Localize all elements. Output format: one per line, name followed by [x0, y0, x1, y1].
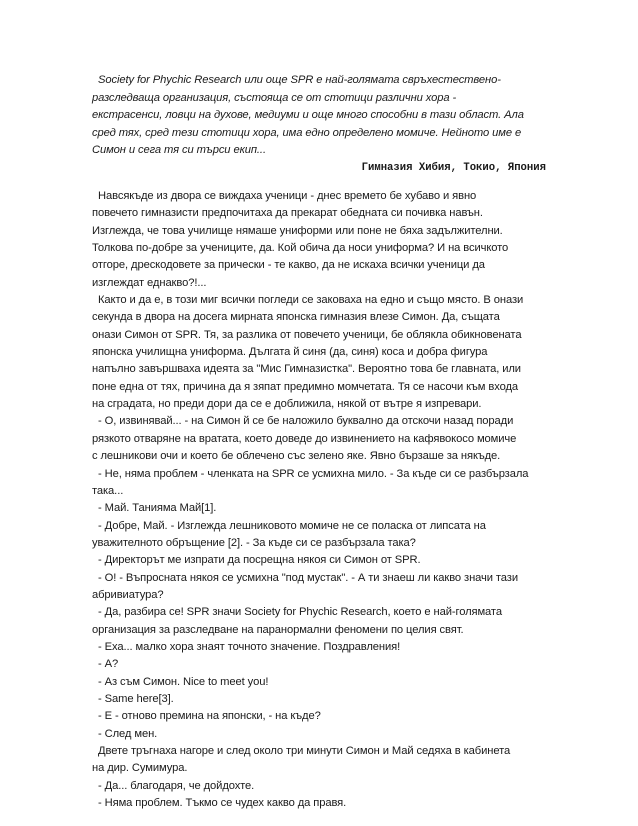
body-line: онази Симон от SPR. Тя, за разлика от повечето ученици, бе облякла обикновената	[92, 328, 522, 341]
body-line: на дир. Сумимура.	[92, 762, 188, 775]
intro-line: Симон и сега тя си търси екип...	[92, 144, 266, 157]
location-heading: Гимназия Хибия, Токио, Япония	[361, 162, 546, 174]
body-line: - Директорът ме изпрати да посрещна някоя си Симон от SPR.	[92, 554, 421, 567]
body-line: изглеждат еднакво?!...	[92, 276, 207, 289]
body-line: Двете тръгнаха нагоре и след около три минути Симон и Май седяха в кабинета	[92, 745, 511, 757]
body-line: повечето гимназисти предпочитаха да прекарат обедната си почивка навън.	[92, 207, 483, 220]
intro-line: сред тях, сред тези стотици хора, има едно определено момиче. Нейното име е	[92, 126, 522, 139]
body-line: - Аз съм Симон. Nice to meet you!	[92, 675, 269, 688]
body-line: на сградата, но преди дори да се е доближила, някой от вътре я изпревари.	[92, 398, 482, 411]
body-line: рязкото отваряне на вратата, което доведе до извинението на кафявокосо момиче	[92, 432, 517, 445]
intro-line: разследваща организация, състояща се от стотици различни хора -	[92, 91, 457, 104]
body-line: - Добре, Май. - Изглежда лешниковото момиче не се поласка от липсата на	[92, 519, 486, 532]
body-line: - Да... благодаря, че дойдохте.	[92, 779, 255, 792]
body-line: уважителното обръщение [2]. - За къде си се разбързала така?	[92, 536, 416, 549]
intro-line: екстрасенси, ловци на духове, медиуми и още много способни в тази област. Ала	[92, 109, 524, 122]
body-line: Толкова по-добре за учениците, да. Кой обича да носи униформа? И на всичкото	[92, 242, 509, 255]
body-line: японска училищна униформа. Дългата й синя (да, синя) коса и добра фигура	[92, 346, 488, 359]
intro-line: Society for Phychic Research или още SPR е най-голямата свръхестествено-	[92, 74, 501, 86]
body-line: - Няма проблем. Тъкмо се чудех какво да правя.	[92, 797, 347, 810]
body-line: - А?	[92, 658, 119, 671]
body-line: - След мен.	[92, 727, 158, 740]
body-line: Изглежда, че това училище нямаше униформи или поне не бяха задължителни.	[92, 224, 503, 237]
body-line: - Не, няма проблем - членката на SPR се усмихна мило. - За къде си се разбързала	[92, 467, 529, 480]
body-line: отгоре, дрескодовете за прически - те какво, да не искаха всички ученици да	[92, 259, 485, 272]
body-line: секунда в двора на досега мирната японска гимназия влезе Симон. Да, същата	[92, 311, 500, 324]
body-line: Както и да е, в този миг всички погледи се заковаха на едно и също място. В онази	[92, 294, 524, 307]
body-line: - О, извинявай... - на Симон й се бе наложило буквално да отскочи назад поради	[92, 415, 514, 428]
body-line: поне една от тях, причина да я зяпат предимно момчетата. Тя се насочи към входа	[92, 380, 519, 393]
body-line: с лешникови очи и което бе облечено със зелено яке. Явно бързаше за някъде.	[92, 450, 501, 463]
body-line: - Май. Танияма Май[1].	[92, 502, 217, 515]
body-line: абривиатура?	[92, 588, 164, 601]
body-line: - Е - отново премина на японски, - на къде?	[92, 710, 321, 723]
body-line: - Еха... малко хора знаят точното значение. Поздравления!	[92, 640, 401, 653]
body-line: - О! - Въпросната някоя се усмихна "под мустак". - А ти знаеш ли какво значи тази	[92, 571, 518, 584]
body-line: организация за разследване на паранормални феномени по целия свят.	[92, 623, 464, 636]
body-line: така...	[92, 484, 124, 497]
body-line: - Same here[3].	[92, 692, 174, 705]
intro-paragraph	[92, 72, 552, 160]
body-line: Навсякъде из двора се виждаха ученици - днес времето бе хубаво и явно	[92, 190, 477, 202]
body-line: напълно завършваха идеята за "Мис Гимназистка". Вероятно това бе главната, или	[92, 363, 521, 376]
story-body	[92, 188, 552, 812]
body-line: - Да, разбира се! SPR значи Society for Phychic Research, което е най-голямата	[92, 606, 502, 619]
